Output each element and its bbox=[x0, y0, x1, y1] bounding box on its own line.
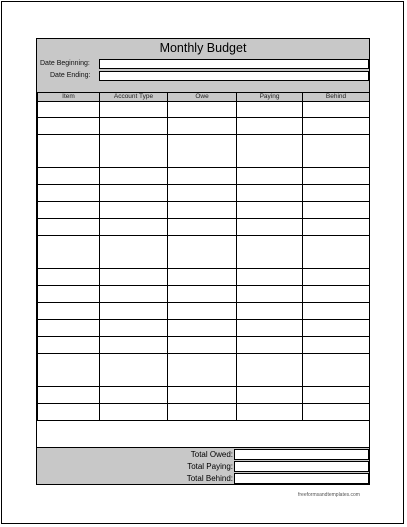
behind-cell[interactable] bbox=[303, 320, 370, 337]
owe-cell[interactable] bbox=[168, 354, 237, 387]
total-behind-field[interactable] bbox=[234, 473, 369, 484]
item-cell[interactable] bbox=[38, 354, 100, 387]
form-header bbox=[37, 39, 369, 93]
paying-cell[interactable] bbox=[237, 236, 303, 269]
paying-cell[interactable] bbox=[237, 219, 303, 236]
account-type-cell[interactable] bbox=[100, 168, 168, 185]
owe-cell[interactable] bbox=[168, 118, 237, 135]
account-type-cell[interactable] bbox=[100, 118, 168, 135]
total-paying-field[interactable] bbox=[234, 461, 369, 472]
date-ending-label: Date Ending: bbox=[50, 72, 91, 79]
owe-cell[interactable] bbox=[168, 202, 237, 219]
column-header-account-type: Account Type bbox=[100, 93, 168, 102]
table-row bbox=[38, 387, 370, 404]
owe-cell[interactable] bbox=[168, 404, 237, 421]
date-ending-field[interactable] bbox=[99, 71, 369, 81]
table-row bbox=[38, 286, 370, 303]
behind-cell[interactable] bbox=[303, 185, 370, 202]
account-type-cell[interactable] bbox=[100, 135, 168, 168]
budget-table bbox=[37, 92, 370, 421]
owe-cell[interactable] bbox=[168, 269, 237, 286]
total-owed-label: Total Owed: bbox=[190, 450, 233, 459]
owe-cell[interactable] bbox=[168, 387, 237, 404]
behind-cell[interactable] bbox=[303, 387, 370, 404]
table-row bbox=[38, 219, 370, 236]
account-type-cell[interactable] bbox=[100, 404, 168, 421]
table-header-row bbox=[38, 93, 370, 102]
account-type-cell[interactable] bbox=[100, 320, 168, 337]
account-type-cell[interactable] bbox=[100, 236, 168, 269]
account-type-cell[interactable] bbox=[100, 303, 168, 320]
account-type-cell[interactable] bbox=[100, 337, 168, 354]
paying-cell[interactable] bbox=[237, 387, 303, 404]
behind-cell[interactable] bbox=[303, 135, 370, 168]
owe-cell[interactable] bbox=[168, 337, 237, 354]
item-cell[interactable] bbox=[38, 404, 100, 421]
column-header-owe: Owe bbox=[168, 93, 237, 102]
paying-cell[interactable] bbox=[237, 102, 303, 118]
paying-cell[interactable] bbox=[237, 404, 303, 421]
paying-cell[interactable] bbox=[237, 269, 303, 286]
account-type-cell[interactable] bbox=[100, 269, 168, 286]
behind-cell[interactable] bbox=[303, 269, 370, 286]
behind-cell[interactable] bbox=[303, 303, 370, 320]
item-cell[interactable] bbox=[38, 185, 100, 202]
paying-cell[interactable] bbox=[237, 303, 303, 320]
budget-form bbox=[36, 38, 370, 485]
item-cell[interactable] bbox=[38, 135, 100, 168]
date-beginning-label: Date Beginning: bbox=[40, 60, 90, 67]
item-cell[interactable] bbox=[38, 303, 100, 320]
behind-cell[interactable] bbox=[303, 236, 370, 269]
column-header-behind: Behind bbox=[303, 93, 370, 102]
behind-cell[interactable] bbox=[303, 168, 370, 185]
account-type-cell[interactable] bbox=[100, 354, 168, 387]
account-type-cell[interactable] bbox=[100, 185, 168, 202]
table-row bbox=[38, 118, 370, 135]
behind-cell[interactable] bbox=[303, 354, 370, 387]
total-behind-label: Total Behind: bbox=[186, 474, 233, 483]
owe-cell[interactable] bbox=[168, 219, 237, 236]
paying-cell[interactable] bbox=[237, 168, 303, 185]
behind-cell[interactable] bbox=[303, 202, 370, 219]
behind-cell[interactable] bbox=[303, 404, 370, 421]
table-row bbox=[38, 202, 370, 219]
owe-cell[interactable] bbox=[168, 135, 237, 168]
paying-cell[interactable] bbox=[237, 337, 303, 354]
account-type-cell[interactable] bbox=[100, 202, 168, 219]
item-cell[interactable] bbox=[38, 337, 100, 354]
table-row bbox=[38, 135, 370, 168]
behind-cell[interactable] bbox=[303, 102, 370, 118]
item-cell[interactable] bbox=[38, 387, 100, 404]
table-row bbox=[38, 236, 370, 269]
paying-cell[interactable] bbox=[237, 286, 303, 303]
owe-cell[interactable] bbox=[168, 236, 237, 269]
form-title: Monthly Budget bbox=[159, 41, 247, 55]
table-row bbox=[38, 269, 370, 286]
paying-cell[interactable] bbox=[237, 135, 303, 168]
account-type-cell[interactable] bbox=[100, 102, 168, 118]
account-type-cell[interactable] bbox=[100, 387, 168, 404]
item-cell[interactable] bbox=[38, 236, 100, 269]
footer-url: freeformsandtemplates.com bbox=[298, 492, 360, 498]
account-type-cell[interactable] bbox=[100, 286, 168, 303]
behind-cell[interactable] bbox=[303, 337, 370, 354]
table-row bbox=[38, 303, 370, 320]
paying-cell[interactable] bbox=[237, 202, 303, 219]
table-row bbox=[38, 404, 370, 421]
item-cell[interactable] bbox=[38, 118, 100, 135]
paying-cell[interactable] bbox=[237, 320, 303, 337]
table-row bbox=[38, 102, 370, 118]
table-row bbox=[38, 354, 370, 387]
table-body bbox=[38, 102, 370, 421]
total-paying-label: Total Paying: bbox=[187, 462, 233, 471]
behind-cell[interactable] bbox=[303, 219, 370, 236]
table-row bbox=[38, 337, 370, 354]
item-cell[interactable] bbox=[38, 168, 100, 185]
owe-cell[interactable] bbox=[168, 185, 237, 202]
table-row bbox=[38, 320, 370, 337]
paying-cell[interactable] bbox=[237, 118, 303, 135]
paying-cell[interactable] bbox=[237, 185, 303, 202]
owe-cell[interactable] bbox=[168, 286, 237, 303]
owe-cell[interactable] bbox=[168, 168, 237, 185]
table-row bbox=[38, 185, 370, 202]
owe-cell[interactable] bbox=[168, 102, 237, 118]
owe-cell[interactable] bbox=[168, 320, 237, 337]
totals-section bbox=[37, 447, 369, 484]
table-row bbox=[38, 168, 370, 185]
item-cell[interactable] bbox=[38, 286, 100, 303]
item-cell[interactable] bbox=[38, 102, 100, 118]
item-cell[interactable] bbox=[38, 219, 100, 236]
date-beginning-field[interactable] bbox=[99, 59, 369, 69]
item-cell[interactable] bbox=[38, 320, 100, 337]
column-header-paying: Paying bbox=[237, 93, 303, 102]
owe-cell[interactable] bbox=[168, 303, 237, 320]
account-type-cell[interactable] bbox=[100, 219, 168, 236]
column-header-item: Item bbox=[38, 93, 100, 102]
paying-cell[interactable] bbox=[237, 354, 303, 387]
behind-cell[interactable] bbox=[303, 118, 370, 135]
total-owed-field[interactable] bbox=[234, 449, 369, 460]
item-cell[interactable] bbox=[38, 269, 100, 286]
page bbox=[1, 1, 404, 524]
item-cell[interactable] bbox=[38, 202, 100, 219]
behind-cell[interactable] bbox=[303, 286, 370, 303]
